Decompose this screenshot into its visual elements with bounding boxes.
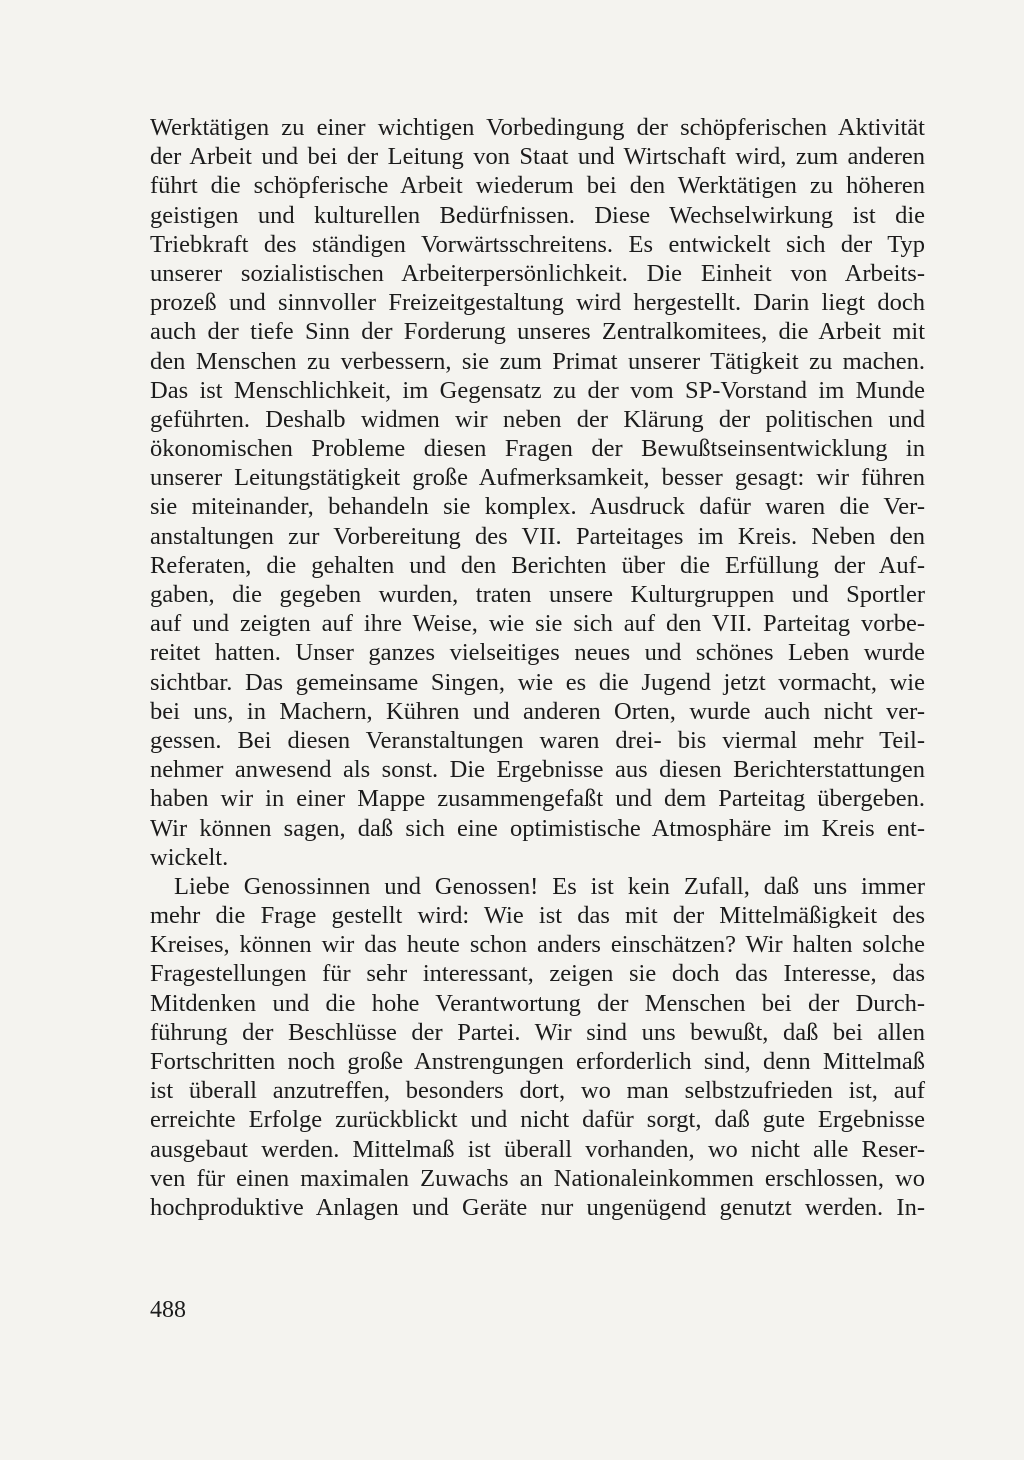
text-line: nehmer anwesend als sonst. Die Ergebnisse aus diesen Berichterstattungen xyxy=(150,756,925,784)
text-line: haben wir in einer Mappe zusammengefaßt und dem Parteitag übergeben. xyxy=(150,785,925,813)
text-line: sie miteinander, behandeln sie komplex. Ausdruck dafür waren die Ver- xyxy=(150,493,925,521)
text-line: Fortschritten noch große Anstrengungen erforderlich sind, denn Mittelmaß xyxy=(150,1048,925,1075)
text-line: auf und zeigten auf ihre Weise, wie sie sich auf den VII. Parteitag vorbe- xyxy=(150,610,925,638)
text-line: der Arbeit und bei der Leitung von Staat und Wirtschaft wird, zum anderen xyxy=(150,143,925,171)
text-line: führung der Beschlüsse der Partei. Wir sind uns bewußt, daß bei allen xyxy=(150,1018,925,1046)
text-line: gaben, die gegeben wurden, traten unsere Kulturgruppen und Sportler xyxy=(150,581,925,608)
text-line: Liebe Genossinnen und Genossen! Es ist kein Zufall, daß uns immer xyxy=(174,872,925,900)
text-line: Fragestellungen für sehr interessant, zeigen sie doch das Interesse, das xyxy=(150,960,925,988)
text-line: Kreises, können wir das heute schon anders einschätzen? Wir halten solche xyxy=(150,931,925,959)
text-line: Triebkraft des ständigen Vorwärtsschreitens. Es entwickelt sich der Typ xyxy=(150,230,925,258)
text-line: ist überall anzutreffen, besonders dort, wo man selbstzufrieden ist, auf xyxy=(150,1077,925,1105)
text-line: prozeß und sinnvoller Freizeitgestaltung wird hergestellt. Darin liegt doch xyxy=(150,289,925,317)
text-line: sichtbar. Das gemeinsame Singen, wie es die Jugend jetzt vormacht, wie xyxy=(150,668,925,696)
text-line: gessen. Bei diesen Veranstaltungen waren drei- bis viermal mehr Teil- xyxy=(150,726,925,754)
text-line: geführten. Deshalb widmen wir neben der Klärung der politischen und xyxy=(150,405,925,433)
text-line: Mitdenken und die hohe Verantwortung der Menschen bei der Durch- xyxy=(150,989,925,1017)
page-number: 488 xyxy=(150,1297,186,1323)
text-line: Das ist Menschlichkeit, im Gegensatz zu der vom SP-Vorstand im Munde xyxy=(150,376,925,404)
text-line: unserer Leitungstätigkeit große Aufmerksamkeit, besser gesagt: wir führen xyxy=(150,464,925,492)
body-text xyxy=(150,113,925,1222)
text-line: auch der tiefe Sinn der Forderung unseres Zentralkomitees, die Arbeit mit xyxy=(150,318,925,346)
text-line: wickelt. xyxy=(150,843,229,871)
text-line: bei uns, in Machern, Kühren und anderen Orten, wurde auch nicht ver- xyxy=(150,697,925,725)
text-line: mehr die Frage gestellt wird: Wie ist das mit der Mittelmäßigkeit des xyxy=(150,902,925,930)
text-line: den Menschen zu verbessern, sie zum Primat unserer Tätigkeit zu machen. xyxy=(150,347,925,375)
text-line: erreichte Erfolge zurückblickt und nicht dafür sorgt, daß gute Ergebnisse xyxy=(150,1106,925,1134)
text-line: ven für einen maximalen Zuwachs an Nationaleinkommen erschlossen, wo xyxy=(150,1164,925,1192)
text-line: führt die schöpferische Arbeit wiederum bei den Werktätigen zu höheren xyxy=(150,172,925,200)
text-line: Werktätigen zu einer wichtigen Vorbedingung der schöpferischen Aktivität xyxy=(150,114,925,141)
text-line: ausgebaut werden. Mittelmaß ist überall vorhanden, wo nicht alle Reser- xyxy=(150,1135,925,1163)
text-line: reitet hatten. Unser ganzes vielseitiges neues und schönes Leben wurde xyxy=(150,639,925,667)
text-line: Referaten, die gehalten und den Berichten über die Erfüllung der Auf- xyxy=(150,551,925,579)
text-line: geistigen und kulturellen Bedürfnissen. Diese Wechselwirkung ist die xyxy=(150,201,925,229)
text-line: hochproduktive Anlagen und Geräte nur ungenügend genutzt werden. In- xyxy=(150,1193,925,1221)
text-line: Wir können sagen, daß sich eine optimistische Atmosphäre im Kreis ent- xyxy=(150,814,925,842)
text-line: ökonomischen Probleme diesen Fragen der Bewußtseinsentwicklung in xyxy=(150,435,925,463)
text-line: unserer sozialistischen Arbeiterpersönlichkeit. Die Einheit von Arbeits- xyxy=(150,259,925,287)
text-line: anstaltungen zur Vorbereitung des VII. Parteitages im Kreis. Neben den xyxy=(150,522,925,550)
